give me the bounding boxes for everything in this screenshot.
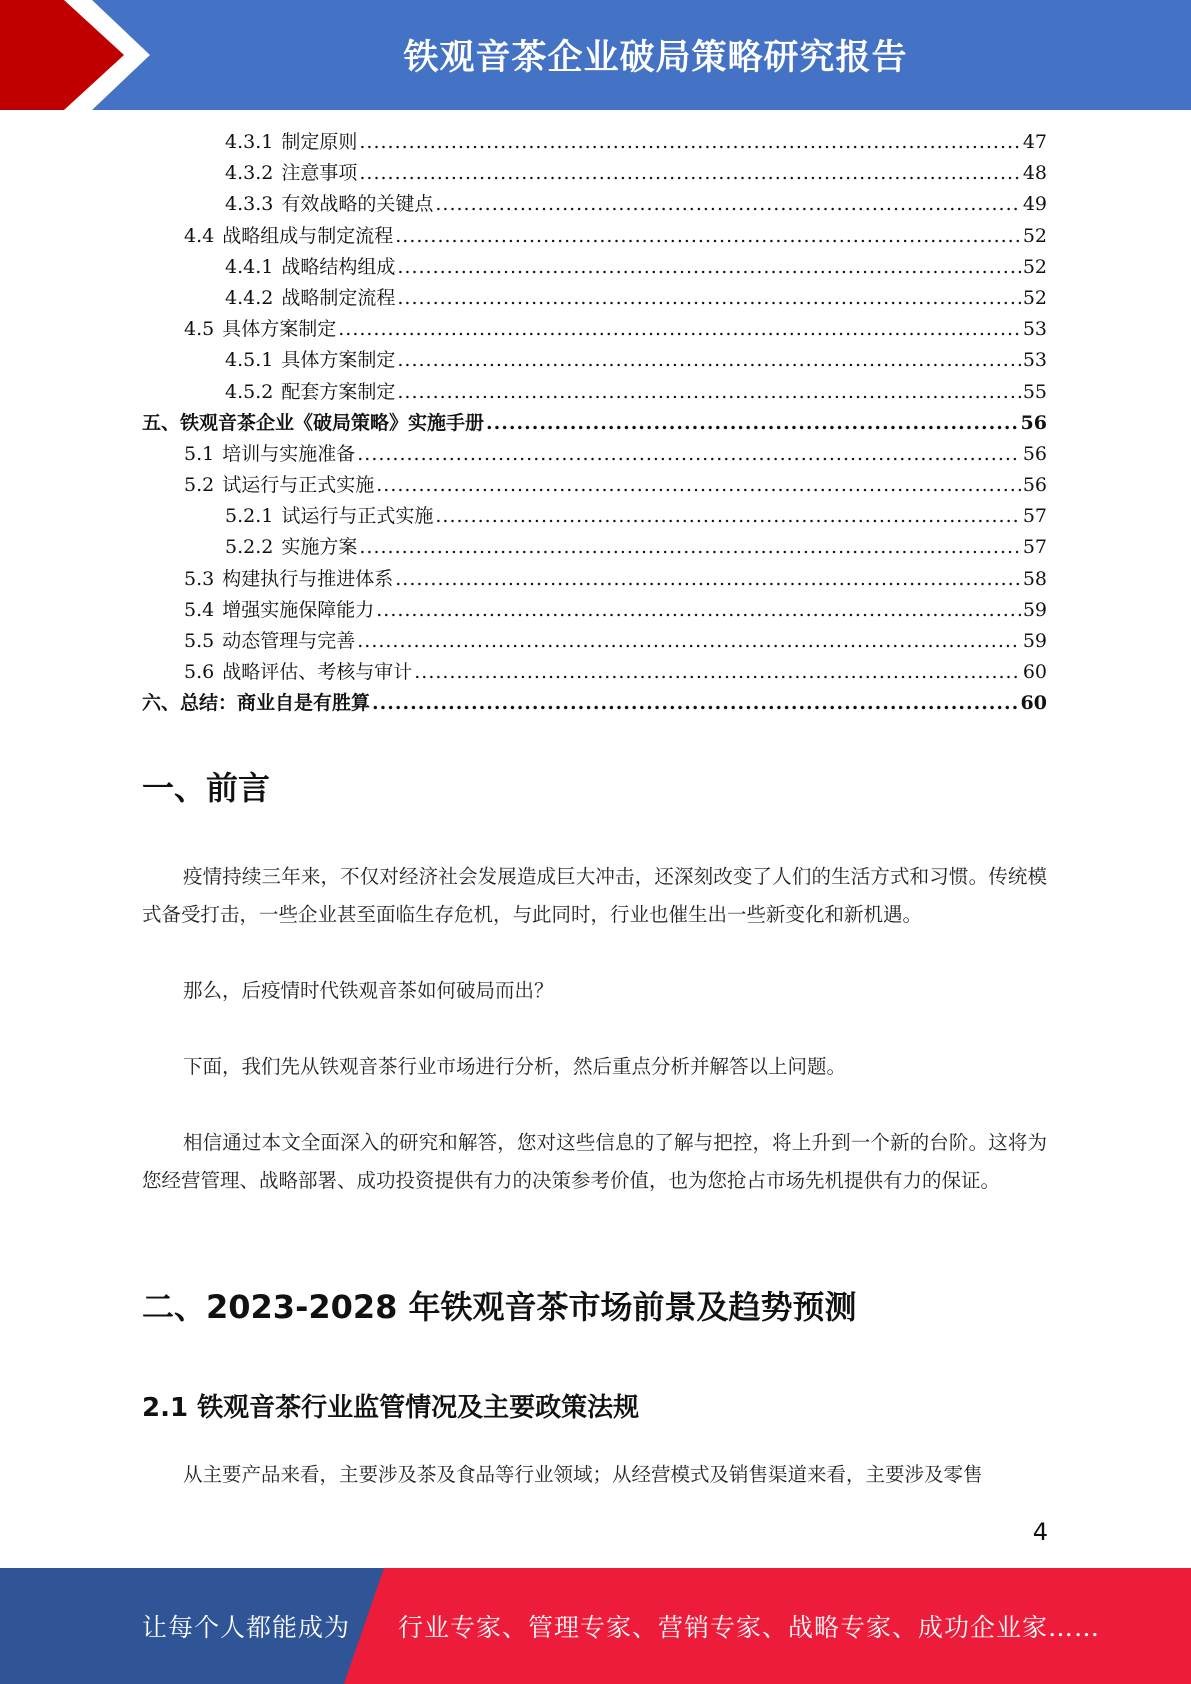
toc-entry[interactable] — [142, 439, 1047, 470]
toc-entry-page: 52 — [1022, 224, 1047, 247]
toc-entry[interactable] — [142, 314, 1047, 345]
toc-entry-label: 增强实施保障能力 — [222, 598, 375, 621]
toc-entry-label: 战略评估、考核与审计 — [222, 661, 413, 684]
toc-entry-number: 5.1 — [184, 442, 215, 465]
paragraph: 那么，后疫情时代铁观音茶如何破局而出？ — [183, 979, 554, 1002]
toc-entry-label: 构建执行与推进体系 — [222, 567, 394, 590]
toc-entry-number: 5.3 — [184, 567, 215, 590]
toc-entry-label: 有效战略的关键点 — [281, 193, 434, 216]
paragraph: 相信通过本文全面深入的研究和解答，您对这些信息的了解与把控，将上升到一个新的台阶。这将为您经营管理、战略部署、成功投资提供有力的决策参考价值，也为您抢占市场先机提供有力的保证。 — [142, 1131, 1047, 1192]
toc-entry[interactable] — [142, 501, 1047, 532]
toc-entry-page: 47 — [1022, 131, 1047, 153]
toc-dot-leader — [376, 595, 1021, 626]
toc-entry-page: 55 — [1022, 380, 1047, 403]
section-heading-market-forecast: 二、2023-2028 年铁观音茶市场前景及趋势预测 — [142, 1288, 857, 1326]
toc-entry-page: 60 — [1020, 692, 1047, 715]
toc-entry-label: 实施方案 — [281, 536, 358, 559]
toc-entry-label: 培训与实施准备 — [222, 442, 356, 465]
page-number: 4 — [1032, 1518, 1048, 1546]
toc-entry-number: 4.5.2 — [225, 380, 274, 403]
toc-entry-label: 六、总结：商业自是有胜算 — [142, 692, 371, 715]
footer-slogan-left: 让每个人都能成为 — [142, 1613, 351, 1642]
toc-dot-leader — [359, 532, 1020, 563]
toc-entry-page: 48 — [1022, 162, 1047, 185]
toc-entry-label: 战略组成与制定流程 — [222, 224, 394, 247]
toc-dot-leader — [397, 377, 1020, 408]
toc-entry-number: 5.6 — [184, 661, 215, 684]
toc-entry-label: 制定原则 — [281, 131, 358, 153]
toc-entry-label: 战略制定流程 — [281, 286, 396, 309]
toc-dot-leader — [486, 408, 1019, 439]
toc-entry-page: 57 — [1022, 536, 1047, 559]
toc-dot-leader — [397, 283, 1020, 314]
toc-dot-leader — [414, 657, 1021, 688]
red-chevron-decoration — [0, 0, 150, 110]
toc-entry-page: 58 — [1022, 567, 1047, 590]
toc-dot-leader — [435, 189, 1020, 220]
toc-entry-label: 动态管理与完善 — [222, 630, 356, 652]
toc-dot-leader — [376, 470, 1021, 501]
report-title: 铁观音茶企业破局策略研究报告 — [403, 38, 908, 78]
toc-dot-leader — [338, 314, 1021, 345]
toc-entry-number: 4.4.1 — [225, 255, 274, 278]
toc-dot-leader — [397, 252, 1020, 283]
toc-entry-page: 56 — [1020, 411, 1047, 434]
toc-entry[interactable] — [142, 377, 1047, 408]
toc-entry-number: 4.3.2 — [225, 162, 274, 185]
toc-entry-number: 4.3.3 — [225, 193, 274, 216]
toc-entry[interactable] — [142, 532, 1047, 563]
toc-entry-number: 4.4.2 — [225, 286, 274, 309]
page-footer — [0, 1568, 1191, 1684]
toc-entry-page: 56 — [1022, 442, 1047, 465]
toc-dot-leader — [372, 688, 1019, 719]
toc-dot-leader — [395, 564, 1021, 595]
toc-entry-page: 59 — [1022, 630, 1047, 652]
toc-entry-page: 53 — [1022, 349, 1047, 372]
toc-entry-page: 53 — [1022, 318, 1047, 341]
toc-entry-page: 56 — [1022, 474, 1047, 497]
toc-entry[interactable] — [142, 564, 1047, 595]
toc-dot-leader — [359, 158, 1020, 189]
toc-dot-leader — [359, 127, 1020, 158]
toc-entry[interactable] — [142, 127, 1047, 158]
toc-dot-leader — [357, 439, 1021, 470]
toc-entry[interactable] — [142, 595, 1047, 626]
subsection-heading-regulation: 2.1 铁观音茶行业监管情况及主要政策法规 — [142, 1393, 640, 1423]
toc-entry[interactable] — [142, 158, 1047, 189]
toc-entry[interactable] — [142, 657, 1047, 688]
toc-entry-page: 57 — [1022, 505, 1047, 528]
toc-entry-label: 五、铁观音茶企业《破局策略》实施手册 — [142, 411, 485, 434]
toc-entry[interactable] — [142, 189, 1047, 220]
toc-entry-page: 52 — [1022, 255, 1047, 278]
toc-entry-page: 49 — [1022, 193, 1047, 216]
toc-entry[interactable] — [142, 221, 1047, 252]
toc-dot-leader — [397, 345, 1020, 376]
toc-entry-label: 具体方案制定 — [222, 318, 337, 341]
toc-dot-leader — [395, 221, 1021, 252]
toc-entry[interactable] — [142, 283, 1047, 314]
toc-entry-number: 5.2.2 — [225, 536, 274, 559]
toc-entry[interactable] — [142, 408, 1047, 439]
toc-entry-page: 59 — [1022, 598, 1047, 621]
toc-entry-number: 4.3.1 — [225, 131, 274, 153]
toc-entry[interactable] — [142, 470, 1047, 501]
toc-entry[interactable] — [142, 345, 1047, 376]
toc-dot-leader — [435, 501, 1020, 532]
paragraph: 从主要产品来看，主要涉及茶及食品等行业领域；从经营模式及销售渠道来看，主要涉及零售 — [183, 1463, 983, 1486]
footer-slogan-right: 行业专家、管理专家、营销专家、战略专家、成功企业家…… — [398, 1613, 1101, 1642]
toc-entry-number: 4.5.1 — [225, 349, 274, 372]
toc-entry[interactable] — [142, 688, 1047, 719]
table-of-contents — [142, 127, 1047, 720]
paragraph: 下面，我们先从铁观音茶行业市场进行分析，然后重点分析并解答以上问题。 — [183, 1055, 847, 1078]
toc-dot-leader — [357, 626, 1021, 657]
toc-entry-number: 5.2 — [184, 474, 215, 497]
toc-entry-label: 战略结构组成 — [281, 255, 396, 278]
toc-entry-number: 4.4 — [184, 224, 215, 247]
toc-entry-label: 具体方案制定 — [281, 349, 396, 372]
toc-entry-page: 60 — [1022, 661, 1047, 684]
toc-entry-label: 试运行与正式实施 — [281, 505, 434, 528]
toc-entry-label: 配套方案制定 — [281, 380, 396, 403]
toc-entry-page: 52 — [1022, 286, 1047, 309]
toc-entry-number: 4.5 — [184, 318, 215, 341]
toc-entry[interactable] — [142, 626, 1047, 657]
toc-entry-number: 5.2.1 — [225, 505, 274, 528]
toc-entry-number: 5.4 — [184, 598, 215, 621]
toc-entry-label: 注意事项 — [281, 162, 358, 185]
toc-entry-label: 试运行与正式实施 — [222, 474, 375, 497]
section-heading-preface: 一、前言 — [142, 769, 271, 807]
toc-entry-number: 5.5 — [184, 630, 215, 652]
page-header — [0, 0, 1191, 110]
paragraph: 疫情持续三年来，不仅对经济社会发展造成巨大冲击，还深刻改变了人们的生活方式和习惯。传统模式备受打击，一些企业甚至面临生存危机，与此同时，行业也催生出一些新变化和新机遇。 — [142, 865, 1047, 926]
toc-entry[interactable] — [142, 252, 1047, 283]
